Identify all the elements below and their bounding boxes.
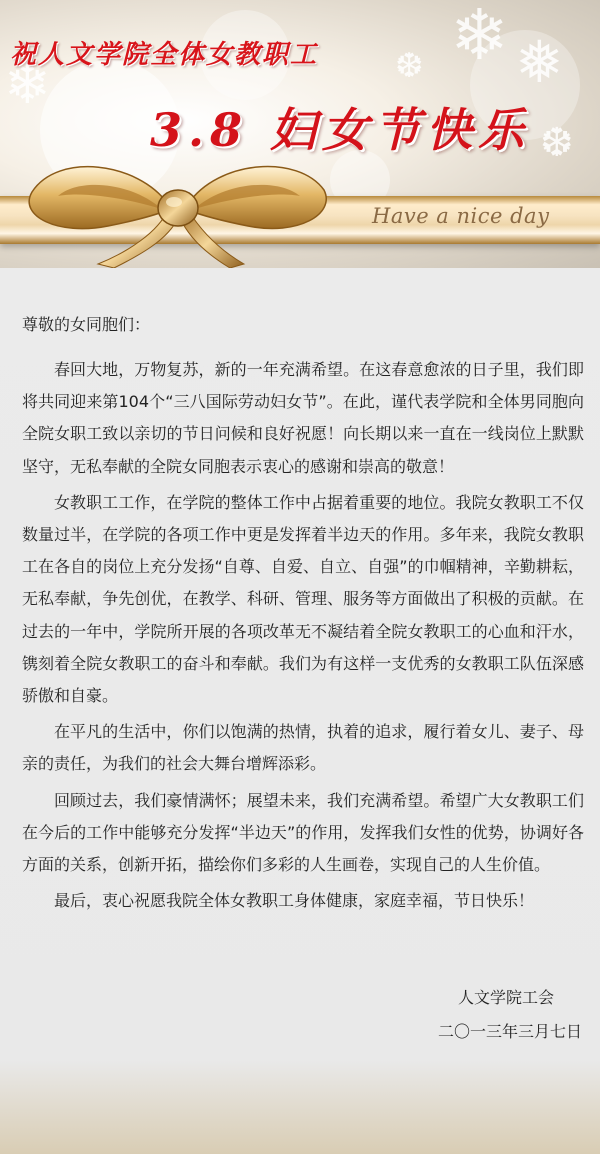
letter-paragraph: 春回大地，万物复苏，新的一年充满希望。在这春意愈浓的日子里，我们即将共同迎来第104个“三八国际劳动妇女节”。在此，谨代表学院和全体男同胞向全院女职工致以亲切的节日问候和良好祝愿！向长期以来一直在一线岗位上默默坚守，无私奉献的全院女同胞表示衷心的感谢和崇高的敬意！ (22, 360, 584, 476)
tagline: Have a nice day (372, 204, 550, 228)
signature-organization: 人文学院工会 (457, 988, 554, 1007)
salutation: 尊敬的女同胞们： (22, 315, 151, 334)
snowflake-icon: ❄ (450, 0, 509, 76)
greeting-headline: 祝人文学院全体女教职工 (10, 40, 319, 70)
snowflake-icon: ❆ (395, 46, 424, 86)
letter-body (22, 309, 584, 921)
letter-paragraph: 女教职工工作，在学院的整体工作中占据着重要的地位。我院女教职工不仅数量过半，在学院的各项工作中更是发挥着半边天的作用。多年来，我院女教职工在各自的岗位上充分发扬“自尊、自爱、自立、自强”的巾帼精神，辛勤耕耘，无私奉献，争先创优，在教学、科研、管理、服务等方面做出了积极的贡献。在过去的一年中，学院所开展的各项改革无不凝结着全院女教职工的心血和汗水，镌刻着全院女教职工的奋斗和奉献。我们为有这样一支优秀的女教职工队伍深感骄傲和自豪。 (22, 492, 584, 706)
snowflake-icon: ❆ (540, 120, 574, 166)
festival-title: 3.8 妇女节快乐 (150, 103, 531, 157)
snowflake-icon: ❅ (515, 28, 564, 96)
snowflake-icon: ❄ (4, 52, 51, 117)
gold-bow-icon (18, 152, 338, 268)
letter-paragraph: 在平凡的生活中，你们以饱满的热情，执着的追求，履行着女儿、妻子、母亲的责任，为我们的社会大舞台增辉添彩。 (22, 722, 584, 774)
letter-paragraph: 最后，衷心祝愿我院全体女教职工身体健康，家庭幸福，节日快乐！ (54, 891, 535, 911)
header-banner (0, 0, 600, 268)
signature-date: 二〇一三年三月七日 (437, 1022, 582, 1041)
letter-paragraph: 回顾过去，我们豪情满怀；展望未来，我们充满希望。希望广大女教职工们在今后的工作中能够充分发挥“半边天”的作用，发挥我们女性的优势，协调好各方面的关系，创新开拓，描绘你们多彩的人生画卷，实现自己的人生价值。 (22, 790, 584, 875)
